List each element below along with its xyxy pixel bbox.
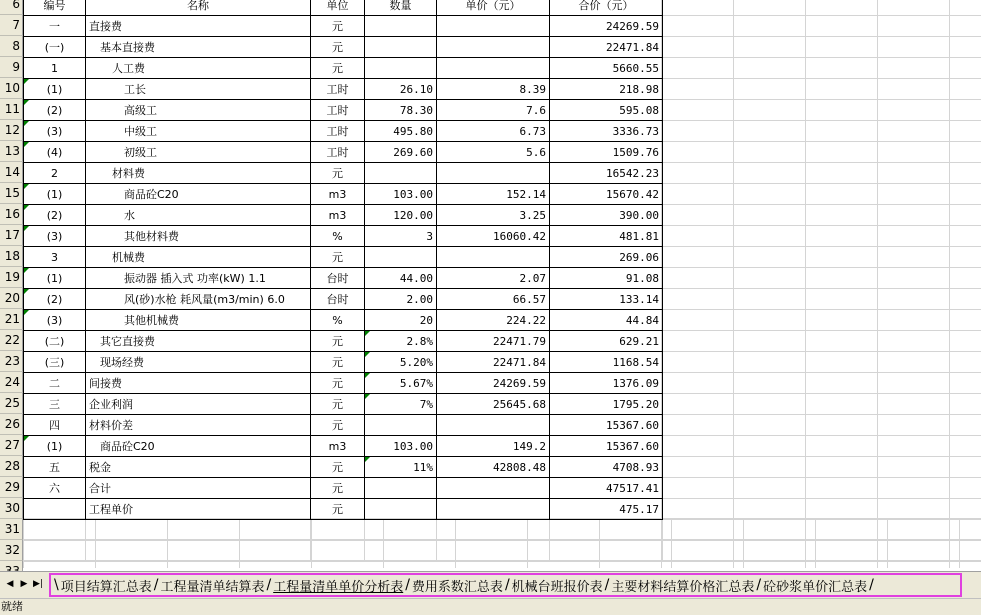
cell-unit[interactable]: 元 <box>311 499 365 520</box>
cell-price[interactable] <box>437 58 550 79</box>
row-number[interactable]: 32 <box>0 540 23 561</box>
cell-price[interactable]: 16060.42 <box>437 226 550 247</box>
cell-price[interactable] <box>437 247 550 268</box>
header-code[interactable]: 编号 <box>24 0 86 16</box>
cell-total[interactable]: 15367.60 <box>550 436 663 457</box>
empty-cell[interactable] <box>437 541 550 562</box>
table-row <box>24 289 663 310</box>
cell-unit[interactable]: m3 <box>311 184 365 205</box>
cell-unit[interactable]: 元 <box>311 331 365 352</box>
cell-price[interactable]: 8.39 <box>437 79 550 100</box>
row-number[interactable]: 27 <box>0 435 23 456</box>
cell-name[interactable]: 其他材料费 <box>86 226 311 247</box>
cell-code[interactable] <box>24 499 86 520</box>
cell-code[interactable]: (3) <box>24 310 86 331</box>
sheet-tab-bar <box>0 571 981 599</box>
cell-qty[interactable] <box>365 16 437 37</box>
cell-price[interactable] <box>437 415 550 436</box>
cell-name[interactable]: 间接费 <box>86 373 311 394</box>
row-number[interactable]: 6 <box>0 0 23 15</box>
cell-name[interactable]: 直接费 <box>86 16 311 37</box>
cell-code[interactable]: (2) <box>24 100 86 121</box>
cell-price[interactable]: 152.14 <box>437 184 550 205</box>
cell-total[interactable]: 5660.55 <box>550 58 663 79</box>
table-row <box>24 163 663 184</box>
cell-price[interactable] <box>437 16 550 37</box>
cell-price[interactable]: 2.07 <box>437 268 550 289</box>
cell-price[interactable]: 22471.79 <box>437 331 550 352</box>
cell-name[interactable]: 人工费 <box>86 58 311 79</box>
table-row <box>24 310 663 331</box>
row-number[interactable]: 31 <box>0 519 23 540</box>
cell-price[interactable]: 3.25 <box>437 205 550 226</box>
row-number[interactable]: 8 <box>0 36 23 57</box>
row-number[interactable]: 13 <box>0 141 23 162</box>
cell-code[interactable]: (三) <box>24 352 86 373</box>
cell-total[interactable]: 390.00 <box>550 205 663 226</box>
row-number[interactable]: 21 <box>0 309 23 330</box>
table-row <box>24 226 663 247</box>
row-number[interactable]: 15 <box>0 183 23 204</box>
cell-code[interactable]: 五 <box>24 457 86 478</box>
cell-price[interactable]: 149.2 <box>437 436 550 457</box>
table-row <box>24 331 663 352</box>
table-row <box>24 415 663 436</box>
row-number[interactable]: 17 <box>0 225 23 246</box>
cell-name[interactable]: 机械费 <box>86 247 311 268</box>
cell-qty[interactable]: 103.00 <box>365 436 437 457</box>
cell-total[interactable]: 1168.54 <box>550 352 663 373</box>
cell-total[interactable]: 44.84 <box>550 310 663 331</box>
cell-price[interactable]: 25645.68 <box>437 394 550 415</box>
cell-qty[interactable] <box>365 247 437 268</box>
cell-price[interactable] <box>437 163 550 184</box>
cell-qty[interactable]: 2.8% <box>365 331 437 352</box>
sheet-tabs <box>49 573 962 597</box>
header-price[interactable]: 单价（元） <box>437 0 550 16</box>
cell-unit[interactable]: 元 <box>311 373 365 394</box>
cell-price[interactable]: 224.22 <box>437 310 550 331</box>
cell-unit[interactable]: 工时 <box>311 100 365 121</box>
cell-qty[interactable] <box>365 37 437 58</box>
row-number[interactable]: 12 <box>0 120 23 141</box>
cell-qty[interactable]: 3 <box>365 226 437 247</box>
cell-total[interactable]: 91.08 <box>550 268 663 289</box>
cell-total[interactable]: 475.17 <box>550 499 663 520</box>
cell-total[interactable]: 24269.59 <box>550 16 663 37</box>
table-row <box>24 184 663 205</box>
row-number[interactable]: 26 <box>0 414 23 435</box>
cell-qty[interactable]: 26.10 <box>365 79 437 100</box>
cell-total[interactable]: 1376.09 <box>550 373 663 394</box>
cell-unit[interactable]: 工时 <box>311 79 365 100</box>
header-total[interactable]: 合价（元） <box>550 0 663 16</box>
cell-qty[interactable]: 495.80 <box>365 121 437 142</box>
cell-unit[interactable]: 元 <box>311 16 365 37</box>
sheet-tab[interactable]: 费用系数汇总表 <box>411 579 503 595</box>
table-row <box>24 100 663 121</box>
cell-unit[interactable]: 元 <box>311 352 365 373</box>
table-row <box>24 247 663 268</box>
tab-separator: / <box>756 577 762 593</box>
table-row <box>24 58 663 79</box>
cell-name[interactable]: 风(砂)水枪 耗风量(m3/min) 6.0 <box>86 289 311 310</box>
cell-price[interactable]: 24269.59 <box>437 373 550 394</box>
cell-unit[interactable]: 元 <box>311 478 365 499</box>
cell-name[interactable]: 高级工 <box>86 100 311 121</box>
cell-code[interactable]: (3) <box>24 121 86 142</box>
table-row <box>24 79 663 100</box>
cell-price[interactable]: 5.6 <box>437 142 550 163</box>
cell-code[interactable]: (1) <box>24 184 86 205</box>
cell-qty[interactable]: 20 <box>365 310 437 331</box>
cell-name[interactable]: 工程单价 <box>86 499 311 520</box>
cell-name[interactable]: 商品砼C20 <box>86 436 311 457</box>
sheet-tab[interactable]: 项目结算汇总表 <box>60 579 152 595</box>
sheet-tab[interactable]: 工程量清单结算表 <box>160 579 265 595</box>
cell-price[interactable] <box>437 499 550 520</box>
cell-code[interactable]: 三 <box>24 394 86 415</box>
cell-price[interactable]: 7.6 <box>437 100 550 121</box>
cell-price[interactable]: 66.57 <box>437 289 550 310</box>
cell-total[interactable]: 3336.73 <box>550 121 663 142</box>
cell-code[interactable]: 二 <box>24 373 86 394</box>
tab-separator: / <box>266 577 272 593</box>
header-name[interactable]: 名称 <box>86 0 311 16</box>
cell-unit[interactable]: m3 <box>311 436 365 457</box>
sheet-tab[interactable]: 砼砂浆单价汇总表 <box>763 579 868 595</box>
table-row <box>24 121 663 142</box>
cell-qty[interactable]: 103.00 <box>365 184 437 205</box>
cell-unit[interactable]: 元 <box>311 415 365 436</box>
cell-total[interactable]: 218.98 <box>550 79 663 100</box>
table-row <box>24 142 663 163</box>
tab-separator: / <box>869 577 874 593</box>
sheet-tab[interactable]: 主要材料结算价格汇总表 <box>611 579 755 595</box>
tab-scroll-next-icon[interactable]: ▶ <box>20 579 28 589</box>
cell-code[interactable]: 3 <box>24 247 86 268</box>
cell-price[interactable]: 22471.84 <box>437 352 550 373</box>
cell-code[interactable]: (1) <box>24 268 86 289</box>
table-row <box>24 436 663 457</box>
cell-code[interactable]: 2 <box>24 163 86 184</box>
row-number[interactable]: 10 <box>0 78 23 99</box>
table-row <box>24 37 663 58</box>
cell-unit[interactable]: 元 <box>311 58 365 79</box>
cell-code[interactable]: (一) <box>24 37 86 58</box>
cell-qty[interactable] <box>365 415 437 436</box>
row-number[interactable]: 16 <box>0 204 23 225</box>
cell-code[interactable]: 六 <box>24 478 86 499</box>
cell-name[interactable]: 工长 <box>86 79 311 100</box>
row-number[interactable]: 24 <box>0 372 23 393</box>
cell-code[interactable]: (2) <box>24 205 86 226</box>
cell-total[interactable]: 15670.42 <box>550 184 663 205</box>
cell-code[interactable]: (3) <box>24 226 86 247</box>
empty-cell[interactable] <box>550 520 663 541</box>
empty-cell[interactable] <box>311 520 365 541</box>
cell-unit[interactable]: 元 <box>311 163 365 184</box>
cell-unit[interactable]: 工时 <box>311 142 365 163</box>
table-row <box>24 205 663 226</box>
cell-name[interactable]: 水 <box>86 205 311 226</box>
cell-total[interactable]: 481.81 <box>550 226 663 247</box>
tab-separator: \ <box>54 577 59 593</box>
tab-separator: / <box>153 577 159 593</box>
empty-cell[interactable] <box>550 541 663 562</box>
cell-qty[interactable] <box>365 58 437 79</box>
empty-cell[interactable] <box>86 520 311 541</box>
cell-code[interactable]: (1) <box>24 79 86 100</box>
cell-qty[interactable]: 120.00 <box>365 205 437 226</box>
cell-total[interactable]: 629.21 <box>550 331 663 352</box>
row-number[interactable]: 22 <box>0 330 23 351</box>
cell-total[interactable]: 16542.23 <box>550 163 663 184</box>
row-number[interactable]: 14 <box>0 162 23 183</box>
cell-price[interactable] <box>437 37 550 58</box>
cell-unit[interactable]: 元 <box>311 394 365 415</box>
tab-separator: / <box>405 577 410 593</box>
cell-total[interactable]: 1795.20 <box>550 394 663 415</box>
cell-total[interactable]: 4708.93 <box>550 457 663 478</box>
cell-total[interactable]: 1509.76 <box>550 142 663 163</box>
row-number[interactable]: 7 <box>0 15 23 36</box>
cell-unit[interactable]: 元 <box>311 457 365 478</box>
cell-qty[interactable]: 5.67% <box>365 373 437 394</box>
cell-qty[interactable]: 5.20% <box>365 352 437 373</box>
cell-qty[interactable]: 7% <box>365 394 437 415</box>
spreadsheet-grid[interactable] <box>23 0 663 562</box>
cell-name[interactable]: 材料费 <box>86 163 311 184</box>
row-headers[interactable] <box>0 0 23 582</box>
cell-qty[interactable] <box>365 499 437 520</box>
cell-code[interactable]: 四 <box>24 415 86 436</box>
cell-code[interactable]: (4) <box>24 142 86 163</box>
cell-qty[interactable]: 269.60 <box>365 142 437 163</box>
header-unit[interactable]: 单位 <box>311 0 365 16</box>
cell-code[interactable]: (2) <box>24 289 86 310</box>
cell-name[interactable]: 初级工 <box>86 142 311 163</box>
cell-unit[interactable]: % <box>311 310 365 331</box>
header-row <box>24 0 663 16</box>
row-number[interactable]: 25 <box>0 393 23 414</box>
cell-unit[interactable]: 台时 <box>311 289 365 310</box>
row-number[interactable]: 30 <box>0 498 23 519</box>
table-row <box>24 268 663 289</box>
cell-name[interactable]: 合计 <box>86 478 311 499</box>
row-number[interactable]: 9 <box>0 57 23 78</box>
cell-qty[interactable] <box>365 478 437 499</box>
cell-price[interactable] <box>437 478 550 499</box>
cell-price[interactable]: 42808.48 <box>437 457 550 478</box>
cell-unit[interactable]: 台时 <box>311 268 365 289</box>
status-bar <box>0 598 981 615</box>
cell-total[interactable]: 269.06 <box>550 247 663 268</box>
sheet-tab[interactable]: 工程量清单单价分析表 <box>273 579 404 595</box>
empty-grid-area[interactable] <box>661 0 981 568</box>
cell-name[interactable]: 企业利润 <box>86 394 311 415</box>
header-qty[interactable]: 数量 <box>365 0 437 16</box>
cell-unit[interactable]: 工时 <box>311 121 365 142</box>
table-row <box>24 16 663 37</box>
row-number[interactable]: 29 <box>0 477 23 498</box>
empty-cell[interactable] <box>365 541 437 562</box>
row-number[interactable]: 28 <box>0 456 23 477</box>
cell-total[interactable]: 15367.60 <box>550 415 663 436</box>
cell-code[interactable]: (二) <box>24 331 86 352</box>
cell-code[interactable]: 1 <box>24 58 86 79</box>
cell-unit[interactable]: m3 <box>311 205 365 226</box>
cell-qty[interactable]: 11% <box>365 457 437 478</box>
row-number[interactable]: 20 <box>0 288 23 309</box>
empty-cell[interactable] <box>86 541 311 562</box>
cell-unit[interactable]: 元 <box>311 247 365 268</box>
cell-unit[interactable]: 元 <box>311 37 365 58</box>
table-row <box>24 352 663 373</box>
empty-cell[interactable] <box>24 520 86 541</box>
tab-separator: / <box>504 577 510 593</box>
table-row <box>24 478 663 499</box>
cell-name[interactable]: 振动器 插入式 功率(kW) 1.1 <box>86 268 311 289</box>
table-row <box>24 373 663 394</box>
cell-code[interactable]: (1) <box>24 436 86 457</box>
empty-cell[interactable] <box>311 541 365 562</box>
tab-scroll-last-icon[interactable]: ▶| <box>33 579 43 589</box>
sheet-tab[interactable]: 机械台班报价表 <box>511 579 603 595</box>
cell-code[interactable]: 一 <box>24 16 86 37</box>
row-number[interactable]: 19 <box>0 267 23 288</box>
row-number[interactable]: 18 <box>0 246 23 267</box>
cell-qty[interactable] <box>365 163 437 184</box>
table-row <box>24 499 663 520</box>
status-text: 就绪 <box>1 600 23 613</box>
cell-qty[interactable]: 2.00 <box>365 289 437 310</box>
row-number[interactable]: 11 <box>0 99 23 120</box>
cell-name[interactable]: 商品砼C20 <box>86 184 311 205</box>
empty-row <box>24 520 663 541</box>
empty-cell[interactable] <box>365 520 437 541</box>
empty-cell[interactable] <box>24 541 86 562</box>
cell-name[interactable]: 其他机械费 <box>86 310 311 331</box>
cell-name[interactable]: 税金 <box>86 457 311 478</box>
cell-unit[interactable]: % <box>311 226 365 247</box>
cell-total[interactable]: 595.08 <box>550 100 663 121</box>
cell-name[interactable]: 中级工 <box>86 121 311 142</box>
cell-total[interactable]: 47517.41 <box>550 478 663 499</box>
table-row <box>24 394 663 415</box>
row-number[interactable]: 23 <box>0 351 23 372</box>
tab-separator: / <box>604 577 610 593</box>
table-row <box>24 457 663 478</box>
cell-qty[interactable]: 44.00 <box>365 268 437 289</box>
tab-scroll-prev-icon[interactable]: ◀ <box>6 579 14 589</box>
cell-name[interactable]: 基本直接费 <box>86 37 311 58</box>
cell-name[interactable]: 其它直接费 <box>86 331 311 352</box>
cell-total[interactable]: 22471.84 <box>550 37 663 58</box>
empty-cell[interactable] <box>437 520 550 541</box>
cell-name[interactable]: 现场经费 <box>86 352 311 373</box>
cell-qty[interactable]: 78.30 <box>365 100 437 121</box>
empty-row <box>24 541 663 562</box>
cell-name[interactable]: 材料价差 <box>86 415 311 436</box>
cell-price[interactable]: 6.73 <box>437 121 550 142</box>
cell-total[interactable]: 133.14 <box>550 289 663 310</box>
